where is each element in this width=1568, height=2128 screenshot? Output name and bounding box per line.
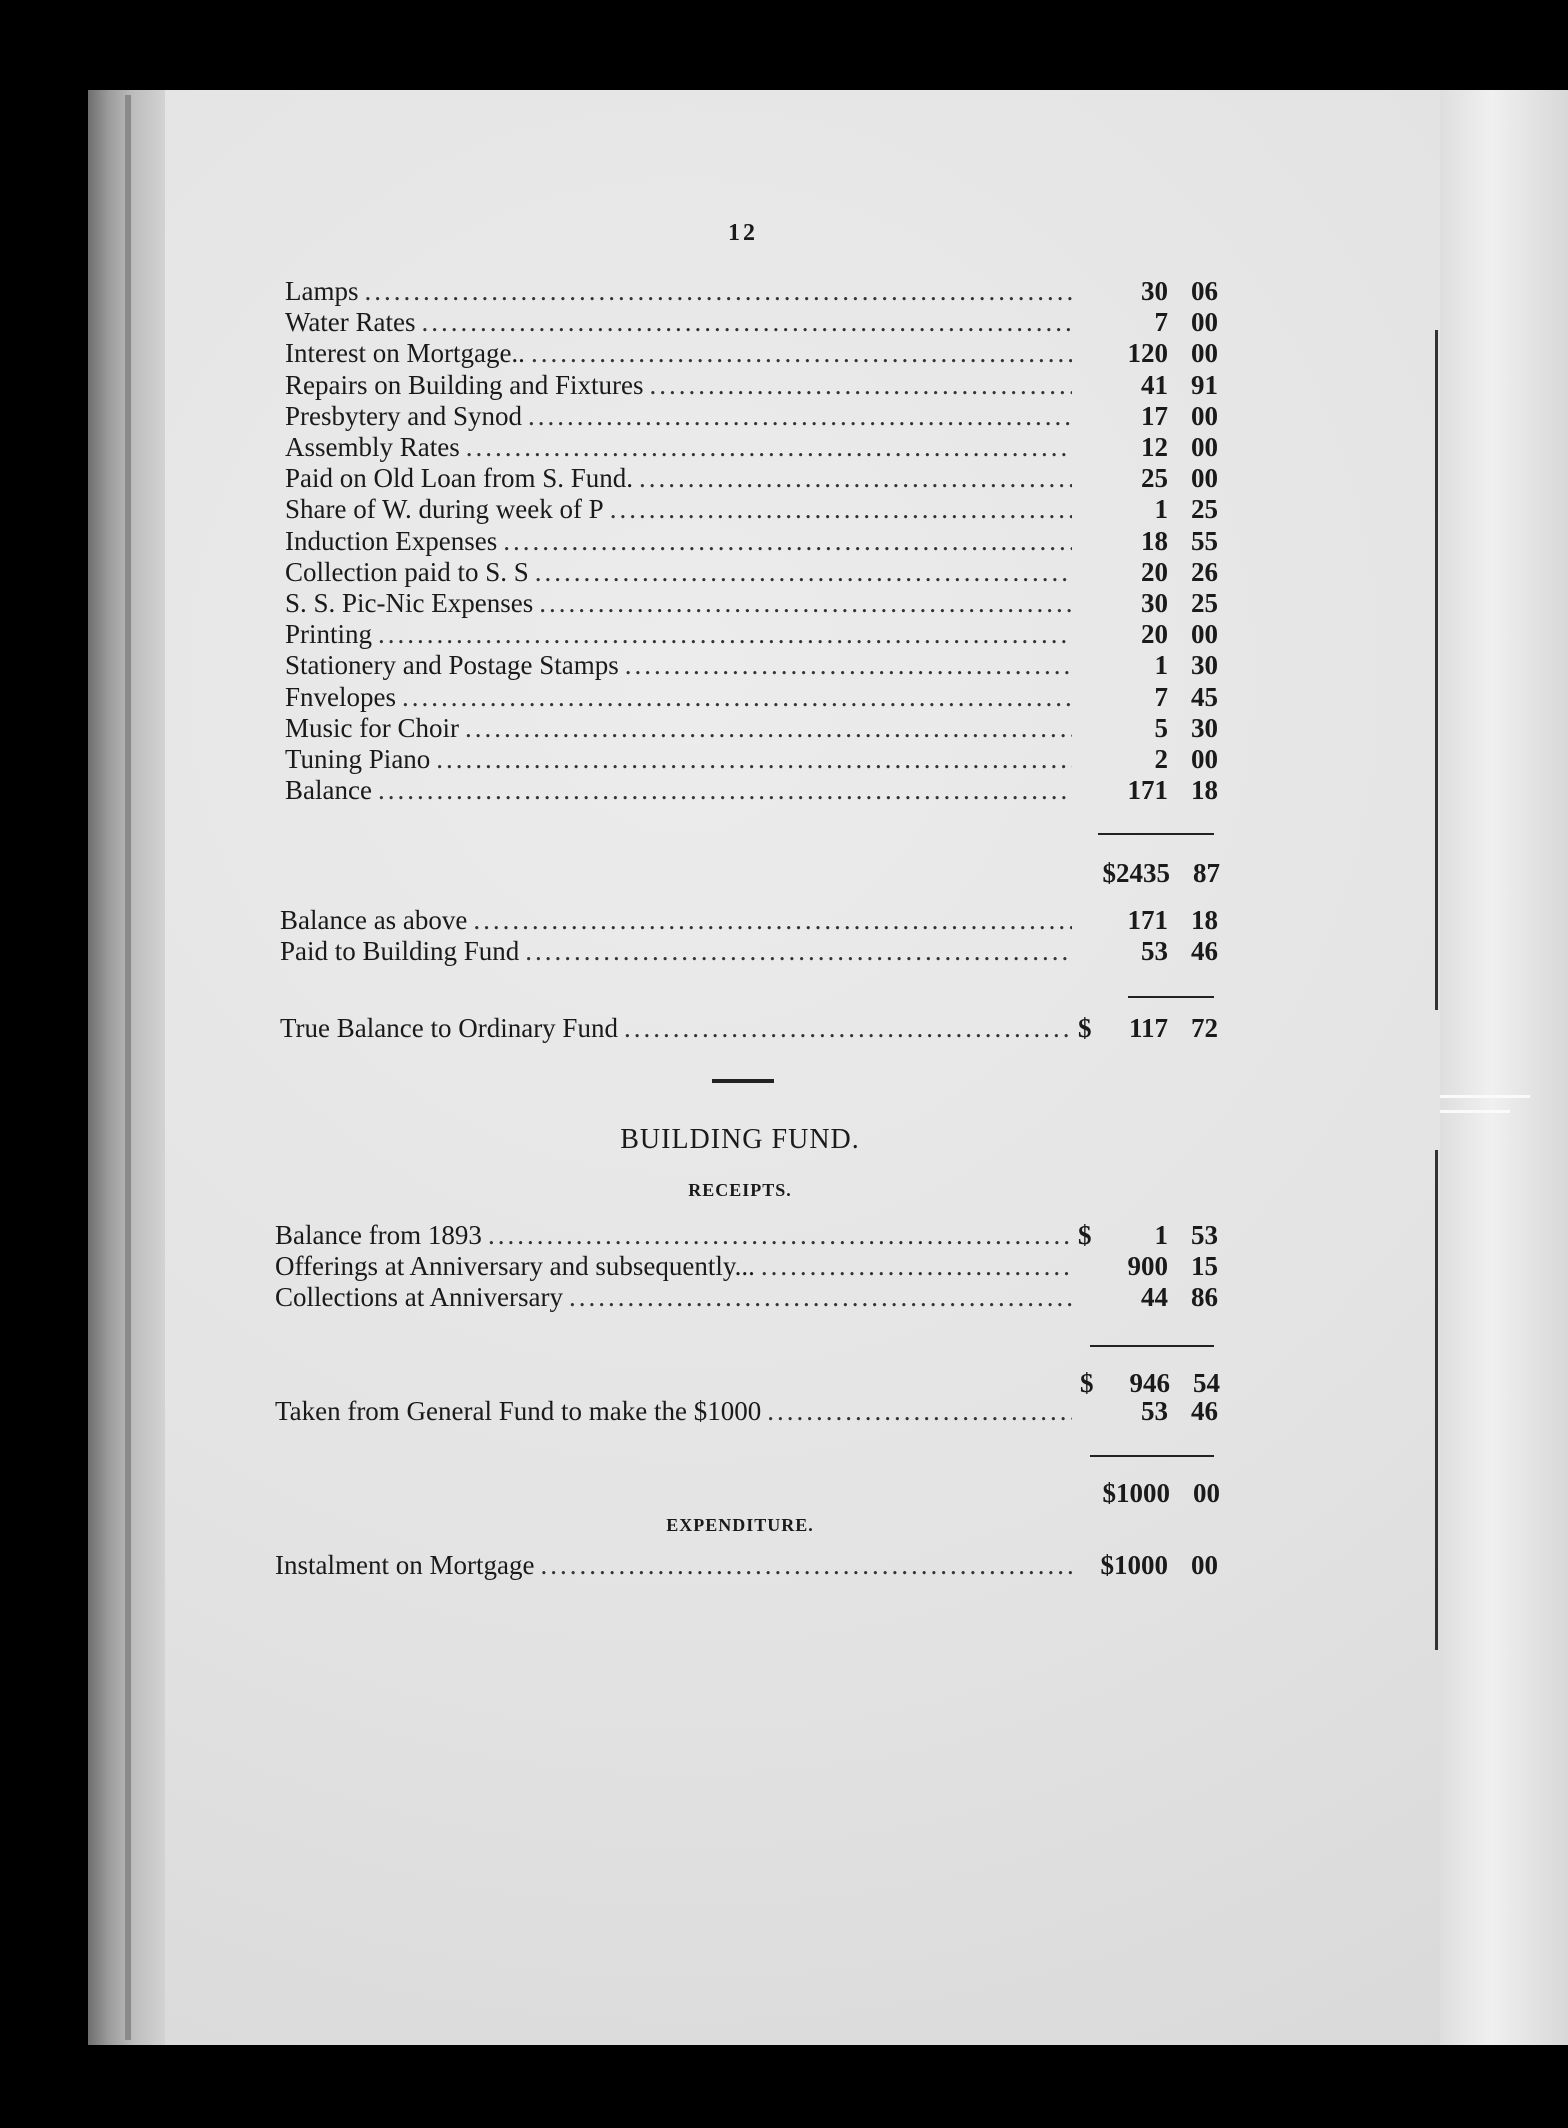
ledger-row-cents: 30 xyxy=(1191,712,1218,743)
ledger-row xyxy=(285,744,1218,776)
expenditure-cents: 00 xyxy=(1191,1550,1218,1580)
general-fund-label: Taken from General Fund to make the $1000 xyxy=(275,1396,762,1426)
dot-leader xyxy=(365,276,1073,307)
dot-leader xyxy=(569,1282,1072,1313)
dot-leader xyxy=(767,1396,1072,1427)
true-balance-sign: $ xyxy=(1078,1013,1092,1043)
grand-total-rule xyxy=(1090,1455,1214,1457)
expenditure-row xyxy=(275,1550,1218,1582)
ledger-row xyxy=(285,775,1218,807)
dot-leader xyxy=(488,1220,1072,1251)
ledger-row-sign: $ xyxy=(1078,1220,1092,1250)
ledger-row-dollars: 7 xyxy=(1154,681,1168,712)
ledger-row-dollars: 30 xyxy=(1141,276,1168,306)
ledger-row-cents: 46 xyxy=(1191,936,1218,966)
ledger-row xyxy=(275,1220,1218,1252)
building-fund-title: BUILDING FUND. xyxy=(620,1124,860,1155)
ledger-row-dollars: 44 xyxy=(1141,1282,1168,1312)
ledger-row-label: Collections at Anniversary xyxy=(275,1282,563,1312)
dot-leader xyxy=(649,370,1072,401)
ledger-row xyxy=(285,526,1218,558)
ledger-row-label: Water Rates xyxy=(285,307,416,338)
dot-leader xyxy=(466,432,1072,463)
ledger-row-label: Printing xyxy=(285,619,373,650)
ledger-row-label: Offerings at Anniversary and subsequently... xyxy=(275,1251,755,1281)
ledger-row-cents: 00 xyxy=(1191,400,1218,431)
ordinary-total xyxy=(1080,858,1220,889)
ledger-row-cents: 18 xyxy=(1191,905,1218,935)
ledger-row-cents: 06 xyxy=(1191,276,1218,306)
ledger-row xyxy=(285,588,1218,620)
ledger-row xyxy=(275,1282,1218,1314)
ledger-row-dollars: 7 xyxy=(1154,307,1168,338)
ledger-row xyxy=(285,338,1218,370)
ledger-row-label: Presbytery and Synod xyxy=(285,400,522,431)
subtotal-cents: 54 xyxy=(1193,1368,1220,1398)
ledger-row-dollars: 18 xyxy=(1141,525,1168,556)
receipts-title: RECEIPTS. xyxy=(688,1180,792,1200)
dot-leader xyxy=(402,682,1072,713)
ledger-row-dollars: 1 xyxy=(1154,1220,1168,1250)
ledger-row-dollars: 12 xyxy=(1141,432,1168,462)
ledger-row-label: Assembly Rates xyxy=(285,432,460,462)
dot-leader xyxy=(535,557,1072,588)
ledger-row-label: Balance from 1893 xyxy=(275,1220,482,1250)
ledger-row-label: Lamps xyxy=(285,276,359,306)
ledger-row-cents: 00 xyxy=(1191,619,1218,650)
ledger-row-dollars: 30 xyxy=(1141,588,1168,618)
dot-leader xyxy=(639,463,1072,494)
binding-thread xyxy=(1440,1110,1510,1113)
expenditure-dollars: $1000 xyxy=(1100,1550,1168,1580)
ledger-row xyxy=(285,494,1218,526)
ledger-row xyxy=(285,463,1218,495)
dot-leader xyxy=(610,494,1072,525)
ledger-row-cents: 30 xyxy=(1191,650,1218,681)
dot-leader xyxy=(761,1251,1072,1282)
dot-leader xyxy=(422,307,1072,338)
expenditure-label: Instalment on Mortgage xyxy=(275,1550,535,1580)
grand-total-dollars: $1000 xyxy=(1102,1478,1170,1508)
dot-leader xyxy=(378,775,1072,806)
ledger-row xyxy=(285,557,1218,589)
ledger-row xyxy=(285,619,1218,651)
dot-leader xyxy=(473,905,1072,936)
ledger-row-dollars: 20 xyxy=(1141,556,1168,587)
dot-leader xyxy=(540,1550,1072,1581)
dot-leader xyxy=(531,338,1072,369)
ledger-row-dollars: 1 xyxy=(1154,650,1168,681)
ledger-row-label: S. S. Pic-Nic Expenses xyxy=(285,588,534,618)
ledger-row xyxy=(285,401,1218,433)
ledger-row xyxy=(280,936,1218,968)
ledger-row-label: Paid to Building Fund xyxy=(280,936,520,966)
dot-leader xyxy=(503,526,1072,557)
ledger-row-cents: 91 xyxy=(1191,369,1218,400)
ledger-row xyxy=(285,682,1218,714)
ledger-row-label: Stationery and Postage Stamps xyxy=(285,650,619,681)
true-balance-row xyxy=(280,1013,1218,1045)
ledger-row-dollars: 1 xyxy=(1154,494,1168,525)
ledger-row-label: Tuning Piano xyxy=(285,744,431,774)
ledger-row-cents: 00 xyxy=(1191,307,1218,338)
ledger-row-cents: 53 xyxy=(1191,1220,1218,1250)
dot-leader xyxy=(624,1013,1072,1044)
dot-leader xyxy=(625,650,1072,681)
ledger-row xyxy=(285,432,1218,464)
ledger-row xyxy=(285,713,1218,745)
general-fund-dollars: 53 xyxy=(1141,1396,1168,1426)
general-fund-cents: 46 xyxy=(1191,1396,1218,1426)
true-balance-rule xyxy=(1128,996,1214,998)
dot-leader xyxy=(436,744,1072,775)
ledger-row xyxy=(285,307,1218,339)
true-balance-dollars: 117 xyxy=(1128,1013,1168,1043)
ledger-row-label: Music for Choir xyxy=(285,712,459,743)
page-number: 12 xyxy=(728,220,758,246)
section-divider xyxy=(712,1079,774,1083)
building-fund-total xyxy=(1080,1478,1220,1509)
ledger-row xyxy=(285,276,1218,308)
ledger-row-cents: 55 xyxy=(1191,525,1218,556)
ledger-row xyxy=(285,370,1218,402)
ledger-row xyxy=(275,1251,1218,1283)
adjacent-page-edge xyxy=(1440,90,1568,2045)
ledger-row-dollars: 120 xyxy=(1127,338,1168,369)
subtotal-sign: $ xyxy=(1080,1368,1094,1398)
ledger-row-label: Induction Expenses xyxy=(285,525,498,556)
ledger-row-dollars: 5 xyxy=(1154,712,1168,743)
dot-leader xyxy=(465,713,1072,744)
ledger-row-cents: 26 xyxy=(1191,556,1218,587)
dot-leader xyxy=(378,619,1072,650)
general-fund-row xyxy=(275,1396,1218,1428)
ledger-row-cents: 15 xyxy=(1191,1251,1218,1281)
ordinary-total-cents: 87 xyxy=(1193,858,1220,888)
ledger-row-dollars: 25 xyxy=(1141,463,1168,494)
true-balance-label: True Balance to Ordinary Fund xyxy=(280,1013,618,1043)
ledger-row-cents: 00 xyxy=(1191,744,1218,774)
ledger-row-dollars: 41 xyxy=(1141,369,1168,400)
ledger-row-label: Share of W. during week of P xyxy=(285,494,604,525)
dot-leader xyxy=(528,401,1072,432)
ledger-row xyxy=(285,650,1218,682)
ledger-row-label: Balance as above xyxy=(280,905,468,935)
ordinary-total-dollars: $2435 xyxy=(1102,858,1170,888)
binding-stitch xyxy=(1435,330,1438,1010)
ledger-row-cents: 00 xyxy=(1191,432,1218,462)
total-rule xyxy=(1098,833,1214,835)
ledger-row-label: Balance xyxy=(285,775,372,806)
ledger-row-cents: 18 xyxy=(1191,775,1218,806)
ledger-row-cents: 45 xyxy=(1191,681,1218,712)
subtotal-rule xyxy=(1090,1345,1214,1347)
ledger-row-dollars: 2 xyxy=(1154,744,1168,774)
dot-leader xyxy=(525,936,1072,967)
receipts-subtotal xyxy=(1080,1368,1220,1399)
spine-edge xyxy=(125,95,131,2040)
ledger-row-dollars: 20 xyxy=(1141,619,1168,650)
dot-leader xyxy=(539,588,1072,619)
grand-total-cents: 00 xyxy=(1193,1478,1220,1508)
ledger-row-cents: 25 xyxy=(1191,494,1218,525)
binding-stitch xyxy=(1435,1150,1438,1650)
ledger-row-dollars: 53 xyxy=(1141,936,1168,966)
ledger-row xyxy=(280,905,1218,937)
ledger-row-cents: 00 xyxy=(1191,338,1218,369)
ledger-row-dollars: 17 xyxy=(1141,400,1168,431)
ledger-row-dollars: 171 xyxy=(1127,905,1168,935)
ledger-row-cents: 00 xyxy=(1191,463,1218,494)
ledger-row-dollars: 900 xyxy=(1127,1251,1168,1281)
binding-thread xyxy=(1440,1095,1530,1098)
subtotal-dollars: 946 xyxy=(1129,1368,1170,1398)
ledger-row-cents: 25 xyxy=(1191,588,1218,618)
ledger-row-dollars: 171 xyxy=(1127,775,1168,806)
ledger-row-cents: 86 xyxy=(1191,1282,1218,1312)
ledger-row-label: Paid on Old Loan from S. Fund. xyxy=(285,463,633,494)
ledger-row-label: Repairs on Building and Fixtures xyxy=(285,369,644,400)
true-balance-cents: 72 xyxy=(1191,1013,1218,1043)
ledger-row-label: Interest on Mortgage.. xyxy=(285,338,525,369)
ledger-row-label: Collection paid to S. S xyxy=(285,556,529,587)
expenditure-title: EXPENDITURE. xyxy=(666,1515,814,1535)
ledger-row-label: Fnvelopes xyxy=(285,681,396,712)
